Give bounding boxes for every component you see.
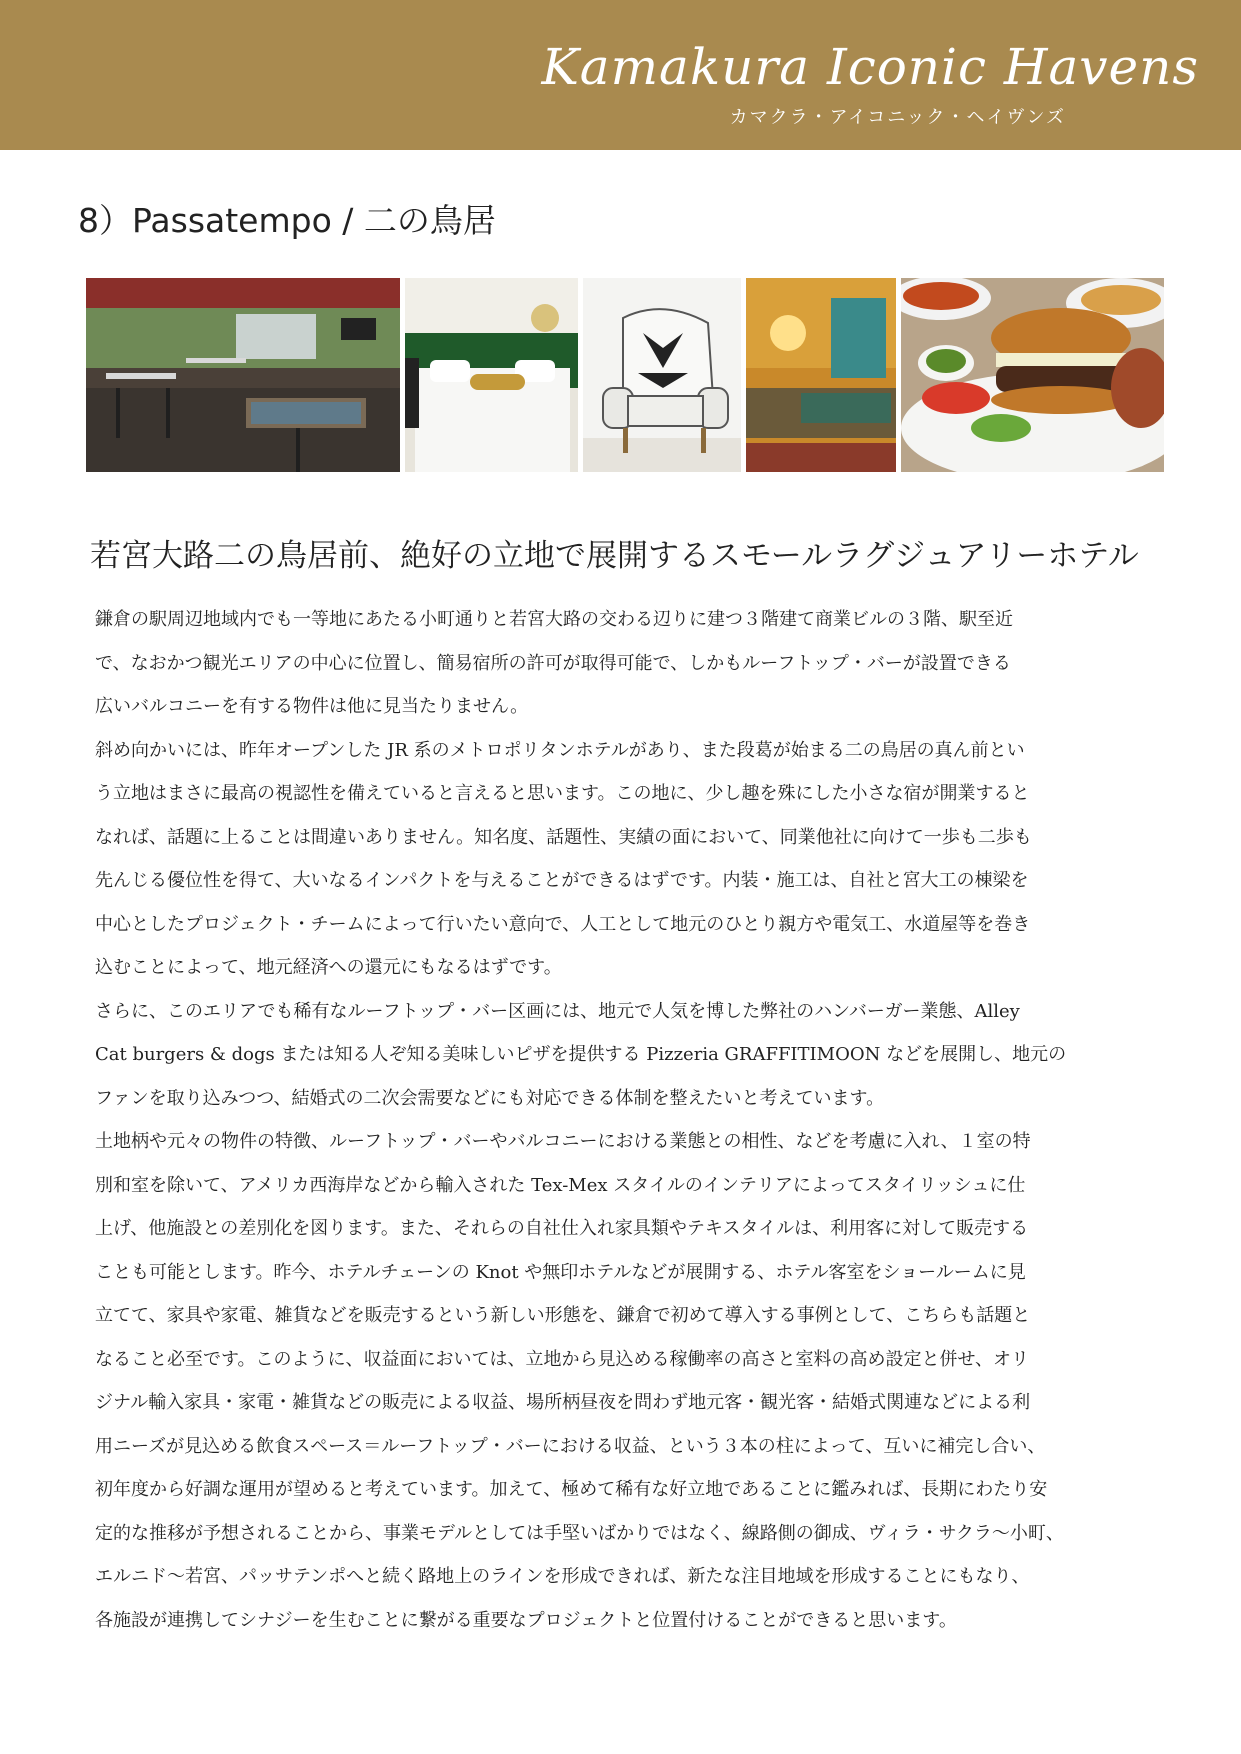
body-line: 用ニーズが見込める飲食スペース＝ルーフトップ・バーにおける収益、という３本の柱によって、互いに補完し合い、 [95,1435,1046,1457]
body-line: 斜め向かいには、昨年オープンした JR 系のメトロポリタンホテルがあり、また段葛が始まる二の鳥居の真ん前とい [95,739,1025,761]
photo-bedroom [405,278,578,472]
body-line: 定的な推移が予想されることから、事業モデルとしては手堅いばかりではなく、線路側の御成、ヴィラ・サクラ～小町、 [95,1522,1064,1544]
page-header [0,0,1241,150]
body-line: さらに、このエリアでも稀有なルーフトップ・バー区画には、地元で人気を博した弊社のハンバーガー業態、Alley [95,1000,1020,1022]
body-line: 広いバルコニーを有する物件は他に見当たりません。 [95,696,529,717]
body-line: 立てて、家具や家電、雑貨などを販売するという新しい形態を、鎌倉で初めて導入する事例として、こちらも話題と [95,1305,1031,1326]
body-line: 初年度から好調な運用が望めると考えています。加えて、極めて稀有な好立地であることに鑑みれば、長期にわたり安 [95,1479,1048,1500]
photo-burger-plate [901,278,1164,472]
body-text [95,598,1195,1642]
photo-armchair [583,278,741,472]
body-line: Cat burgers & dogs または知る人ぞ知る美味しいピザを提供する Pizzeria GRAFFITIMOON などを展開し、地元の [95,1044,1067,1065]
body-line: 各施設が連携してシナジーを生むことに繋がる重要なプロジェクトと位置付けることができると思います。 [95,1609,957,1631]
body-line: エルニド～若宮、パッサテンポへと続く路地上のラインを形成できれば、新たな注目地域を形成することにもなり、 [95,1566,1030,1587]
body-line: 込むことによって、地元経済への還元にもなるはずです。 [95,957,562,978]
body-line: 上げ、他施設との差別化を図ります。また、それらの自社仕入れ家具類やテキスタイルは、利用客に対して販売する [95,1218,1029,1239]
body-line: 先んじる優位性を得て、大いなるインパクトを与えることができるはずです。内装・施工は、自社と宮大工の棟梁を [95,870,1029,891]
body-line: 中心としたプロジェクト・チームによって行いたい意向で、人工として地元のひとり親方や電気工、水道屋等を巻き [95,913,1031,935]
photo-lobby-lounge [746,278,896,472]
body-line: 別和室を除いて、アメリカ西海岸などから輸入された Tex-Mex スタイルのインテリアによってスタイリッシュに仕 [95,1174,1026,1196]
body-line: う立地はまさに最高の視認性を備えていると言えると思います。この地に、少し趣を殊にした小さな宿が開業すると [95,783,1030,804]
body-line: ジナル輸入家具・家電・雑貨などの販売による収益、場所柄昼夜を問わず地元客・観光客・結婚式関連などによる利 [95,1392,1031,1413]
body-line: 鎌倉の駅周辺地域内でも一等地にあたる小町通りと若宮大路の交わる辺りに建つ３階建て商業ビルの３階、駅至近 [95,609,1013,630]
section-title: 8）Passatempo / 二の鳥居 [78,201,496,240]
brand-logo-kana: カマクラ・アイコニック・ヘイヴンズ [729,107,1066,128]
body-line: で、なおかつ観光エリアの中心に位置し、簡易宿所の許可が取得可能で、しかもルーフトップ・バーが設置できる [95,652,1011,674]
headline: 若宮大路二の鳥居前、絶好の立地で展開するスモールラグジュアリーホテル [90,538,1139,574]
brand-logo-script: Kamakura Iconic Havens [541,38,1199,96]
body-line: ことも可能とします。昨今、ホテルチェーンの Knot や無印ホテルなどが展開する、ホテル客室をショールームに見 [95,1261,1026,1283]
photo-strip [86,278,1164,472]
body-line: ファンを取り込みつつ、結婚式の二次会需要などにも対応できる体制を整えたいと考えています。 [95,1087,885,1109]
body-line: なれば、話題に上ることは間違いありません。知名度、話題性、実績の面において、同業他社に向けて一歩も二歩も [95,826,1032,848]
body-line: 土地柄や元々の物件の特徴、ルーフトップ・バーやバルコニーにおける業態との相性、などを考慮に入れ、１室の特 [95,1131,1031,1152]
photo-rooftop-terrace [86,278,400,472]
body-line: なること必至です。このように、収益面においては、立地から見込める稼働率の高さと室料の高め設定と併せ、オリ [95,1348,1030,1370]
